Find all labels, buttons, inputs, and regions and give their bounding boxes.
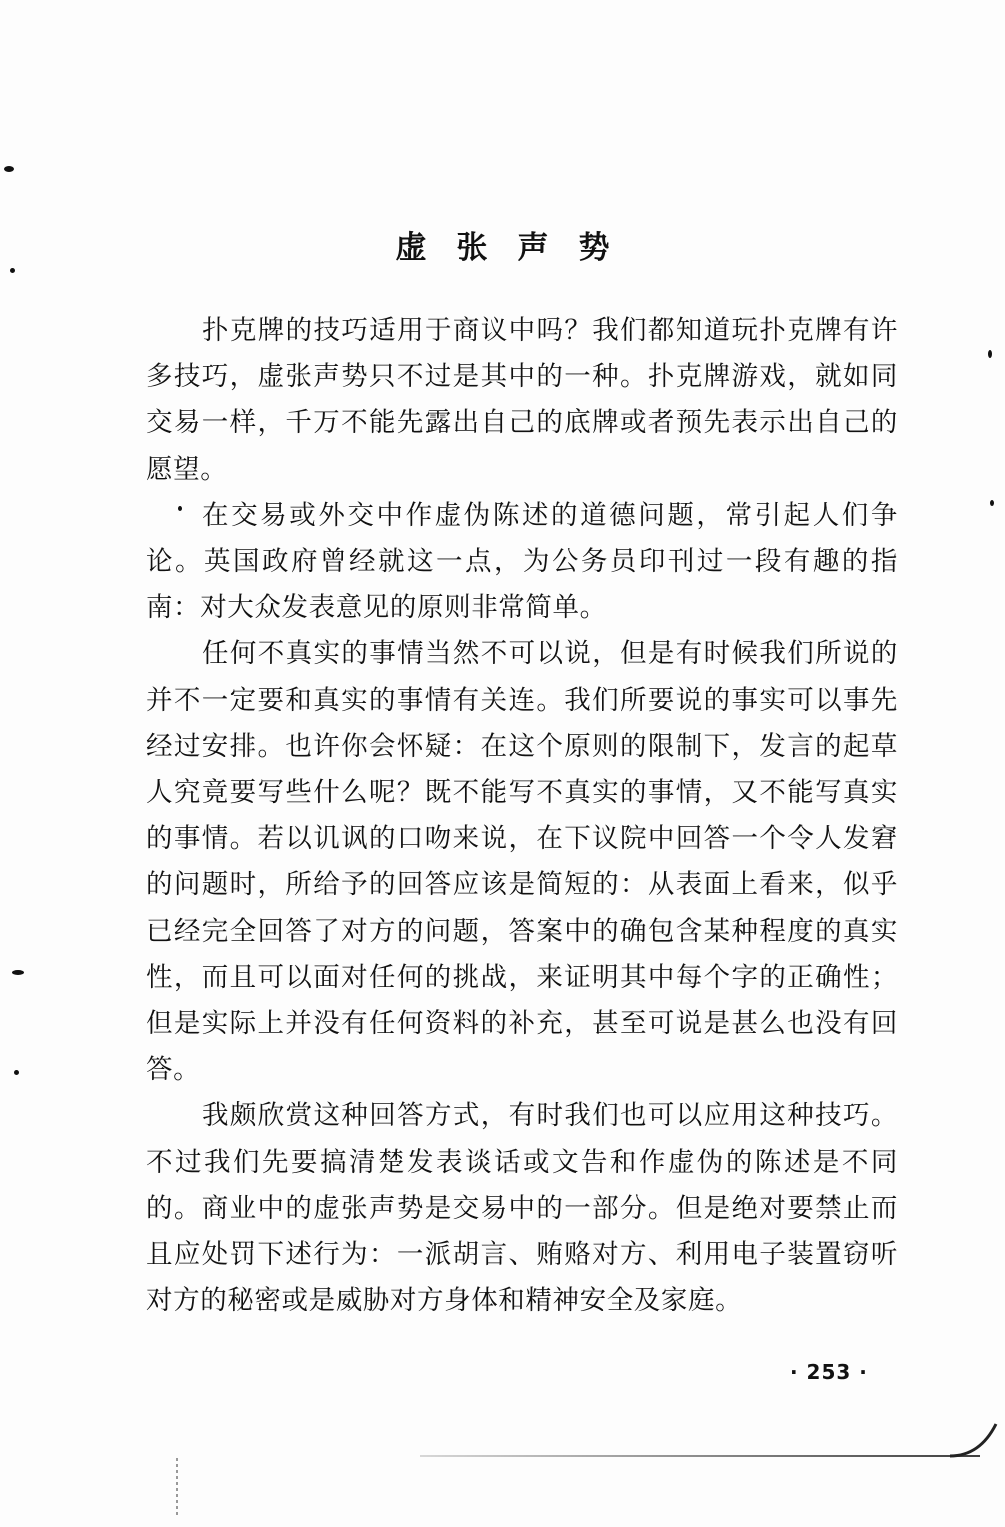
paragraph-1: 扑克牌的技巧适用于商议中吗？我们都知道玩扑克牌有许多技巧，虚张声势只不过是其中的一种。扑克牌游戏，就如同交易一样，千万不能先露出自己的底牌或者预先表示出自己的愿望。 xyxy=(146,315,898,485)
body-text xyxy=(146,308,898,1324)
paragraph-3: 任何不真实的事情当然不可以说，但是有时候我们所说的并不一定要和真实的事情有关连。我们所要说的事实可以事先经过安排。也许你会怀疑：在这个原则的限制下，发言的起草人究竟要写些什么呢？既不能写不真实的事情，又不能写真实的事情。若以讥讽的口吻来说，在下议院中回答一个令人发窘的问题时，所给予的回答应该是简短的：从表面上看来，似乎已经完全回答了对方的问题，答案中的确包含某种程度的真实性，而且可以面对任何的挑战，来证明其中每个字的正确性；但是实际上并没有任何资料的补充，甚至可说是甚么也没有回答。 xyxy=(146,638,898,1086)
paragraph-2: 在交易或外交中作虚伪陈述的道德问题，常引起人们争论。英国政府曾经就这一点，为公务员印刊过一段有趣的指南：对大众发表意见的原则非常简单。 xyxy=(146,499,898,624)
scan-speck xyxy=(14,1070,19,1075)
scan-edge-line xyxy=(420,1455,980,1457)
scan-edge-curve xyxy=(950,1420,1000,1460)
scan-speck xyxy=(988,350,992,358)
scan-speck xyxy=(178,506,182,511)
page-number: · 253 · xyxy=(790,1360,868,1384)
scan-speck xyxy=(10,268,15,273)
paragraph-4: 我颇欣赏这种回答方式，有时我们也可以应用这种技巧。不过我们先要搞清楚发表谈话或文告和作虚伪的陈述是不同的。商业中的虚张声势是交易中的一部分。但是绝对要禁止而且应处罚下述行为：一派胡言、贿赂对方、利用电子装置窃听对方的秘密或是威胁对方身体和精神安全及家庭。 xyxy=(146,1100,898,1317)
scan-speck xyxy=(990,500,994,506)
scan-speck xyxy=(4,166,14,172)
scan-margin-mark xyxy=(176,1458,178,1518)
chapter-title: 虚张声势 xyxy=(395,230,640,266)
scan-speck xyxy=(12,970,24,975)
